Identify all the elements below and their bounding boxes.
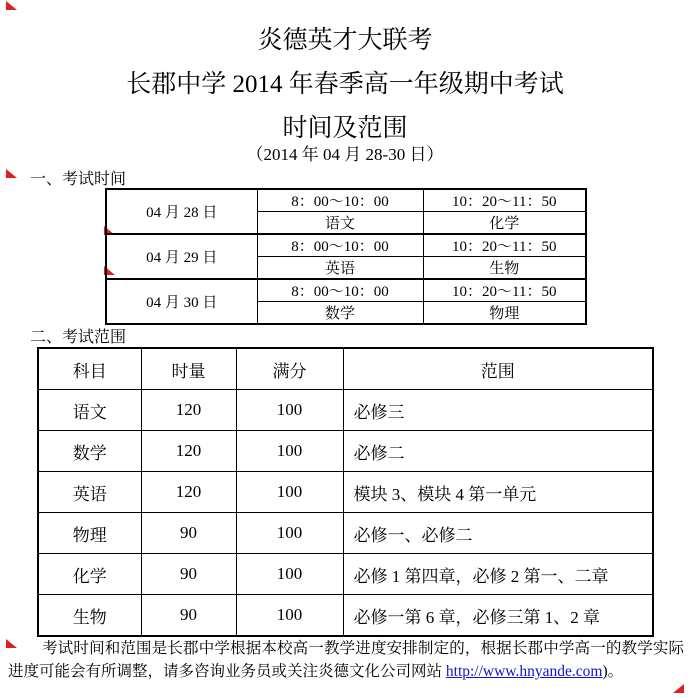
column-header-duration: 时量 bbox=[141, 348, 236, 390]
schedule-time: 8：00～10：00 bbox=[257, 279, 423, 302]
table-row bbox=[38, 595, 653, 637]
schedule-date: 04 月 29 日 bbox=[106, 234, 257, 279]
footer-note bbox=[8, 637, 684, 683]
duration-cell: 90 bbox=[141, 554, 236, 595]
fullscore-cell: 100 bbox=[236, 595, 343, 637]
range-cell: 必修三 bbox=[343, 390, 653, 431]
page-subtitle-2: 时间及范围 bbox=[282, 115, 408, 142]
schedule-time: 8：00～10：00 bbox=[257, 189, 423, 212]
subject-cell: 生物 bbox=[38, 595, 141, 637]
column-header-subject: 科目 bbox=[38, 348, 141, 390]
footer-text-after: )。 bbox=[602, 663, 624, 680]
range-cell: 模块 3、模块 4 第一单元 bbox=[343, 472, 653, 513]
fullscore-cell: 100 bbox=[236, 431, 343, 472]
duration-cell: 120 bbox=[141, 431, 236, 472]
fullscore-cell: 100 bbox=[236, 554, 343, 595]
duration-cell: 90 bbox=[141, 595, 236, 637]
date-range: （2014 年 04 月 28-30 日） bbox=[246, 145, 444, 164]
schedule-time: 10：20～11：50 bbox=[423, 279, 586, 302]
column-header-fullscore: 满分 bbox=[236, 348, 343, 390]
duration-cell: 120 bbox=[141, 390, 236, 431]
subject-cell: 英语 bbox=[38, 472, 141, 513]
schedule-subject: 数学 bbox=[257, 302, 423, 325]
range-cell: 必修一第 6 章，必修三第 1、2 章 bbox=[343, 595, 653, 637]
schedule-time: 10：20～11：50 bbox=[423, 189, 586, 212]
schedule-subject: 语文 bbox=[257, 212, 423, 235]
schedule-date: 04 月 30 日 bbox=[106, 279, 257, 324]
section-heading-exam-scope: 二、考试范围 bbox=[30, 329, 127, 346]
duration-cell: 90 bbox=[141, 513, 236, 554]
table-row bbox=[38, 513, 653, 554]
table-row bbox=[38, 431, 653, 472]
exam-scope-table bbox=[37, 347, 654, 637]
exam-time-table bbox=[105, 188, 587, 325]
schedule-subject: 物理 bbox=[423, 302, 586, 325]
table-row bbox=[38, 390, 653, 431]
schedule-time: 10：20～11：50 bbox=[423, 234, 586, 257]
page-title: 炎德英才大联考 bbox=[257, 27, 433, 54]
red-corner-marker bbox=[673, 684, 684, 693]
website-link[interactable]: http://www.hnyande.com bbox=[445, 663, 603, 680]
column-header-range: 范围 bbox=[343, 348, 653, 390]
table-row bbox=[38, 472, 653, 513]
red-corner-marker bbox=[6, 169, 17, 178]
schedule-time: 8：00～10：00 bbox=[257, 234, 423, 257]
fullscore-cell: 100 bbox=[236, 390, 343, 431]
fullscore-cell: 100 bbox=[236, 513, 343, 554]
section-heading-exam-time: 一、考试时间 bbox=[30, 171, 127, 188]
schedule-subject: 英语 bbox=[257, 257, 423, 280]
range-cell: 必修一、必修二 bbox=[343, 513, 653, 554]
duration-cell: 120 bbox=[141, 472, 236, 513]
fullscore-cell: 100 bbox=[236, 472, 343, 513]
range-cell: 必修 1 第四章，必修 2 第一、二章 bbox=[343, 554, 653, 595]
range-cell: 必修二 bbox=[343, 431, 653, 472]
footer-text-before: 考试时间和范围是长郡中学根据本校高一教学进度安排制定的，根据长郡中学高一的教学实际进度可能会有所调整，请多咨询业务员或关注炎德文化公司网站 bbox=[8, 640, 684, 680]
subject-cell: 化学 bbox=[38, 554, 141, 595]
red-corner-marker bbox=[6, 1, 17, 10]
subject-cell: 物理 bbox=[38, 513, 141, 554]
subject-cell: 语文 bbox=[38, 390, 141, 431]
schedule-date: 04 月 28 日 bbox=[106, 189, 257, 234]
table-row bbox=[38, 554, 653, 595]
page-subtitle: 长郡中学 2014 年春季高一年级期中考试 bbox=[126, 71, 564, 98]
schedule-subject: 生物 bbox=[423, 257, 586, 280]
subject-cell: 数学 bbox=[38, 431, 141, 472]
schedule-subject: 化学 bbox=[423, 212, 586, 235]
